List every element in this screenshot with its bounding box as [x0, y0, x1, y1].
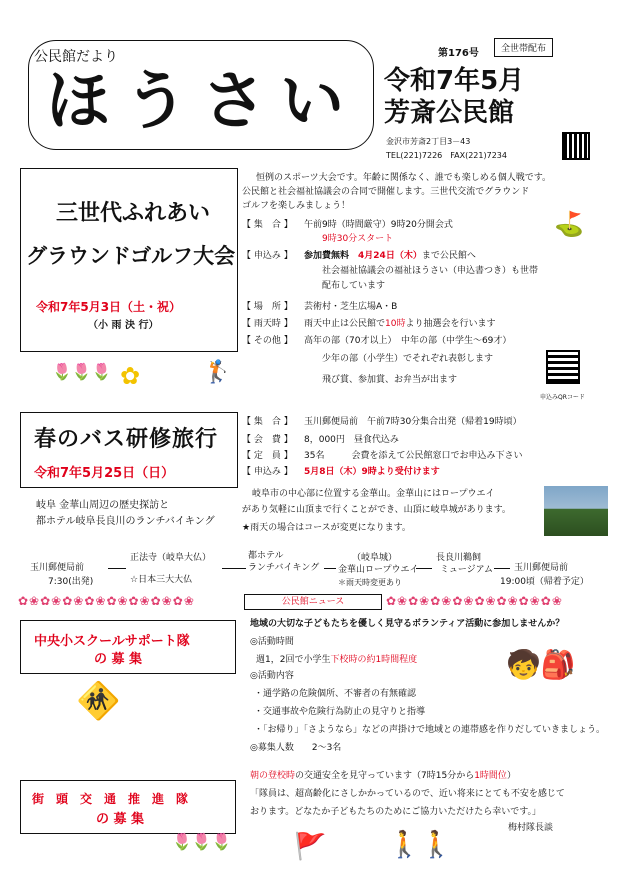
school-time-row: 週1，2回で小学生下校時の約1時間程度	[256, 655, 418, 665]
golf-players-illustration: 🏌	[204, 360, 232, 385]
hall-name: 芳斎公民館	[384, 98, 515, 128]
school-time-heading: ◎活動時間	[250, 637, 294, 647]
route-stop6-time: 19:00頃（帰着予定）	[500, 577, 589, 587]
hall-address: 金沢市芳斎2丁目3－43	[386, 137, 471, 146]
route-connector	[494, 568, 510, 569]
school-content2: ・交通事故や危険行為防止の見守りと指導	[254, 707, 426, 717]
street-title-line2: の 募 集	[96, 812, 145, 827]
golf-apply-line3: 配布しています	[322, 281, 386, 291]
bus-desc2: 都ホテル岐阜長良川のランチバイキング	[36, 516, 215, 527]
golf-title-line1: 三世代ふれあい	[56, 201, 211, 226]
bus-info3: ★雨天の場合はコースが変更になります。	[242, 523, 411, 533]
route-stop5: 長良川鵜飼	[436, 553, 482, 563]
school-children-illustration: 🧒🎒	[506, 648, 576, 681]
golf-dandelion-illustration: ✿	[120, 362, 141, 390]
golf-title-line2: グラウンドゴルフ大会	[26, 244, 236, 268]
route-stop2: 正法寺（岐阜大仏）	[130, 553, 212, 563]
bus-fee-row: 【 会 費 】 8，000円 昼食代込み	[242, 435, 399, 445]
golf-date: 令和7年5月3日（土・祝）	[36, 300, 182, 314]
route-stop3-note: ランチバイキング	[248, 563, 320, 573]
bus-gather-row: 【 集 合 】 玉川郵便局前 午前7時30分集合出発（帰着19時頃）	[242, 417, 522, 427]
street-tulips-illustration: 🌷🌷🌷	[172, 832, 232, 851]
golf-intro2: 公民館と社会福祉協議会の合同で開催します。三世代交流でグラウンド	[242, 187, 530, 197]
school-people: ◎募集人数 2～3名	[250, 743, 342, 753]
route-stop4-note: 金華山ロープウエイ	[338, 565, 419, 575]
crossing-guard-illustration: 🚩	[294, 832, 327, 862]
golf-intro1: 恒例のスポーツ大会です。年齢に関係なく、誰でも楽しめる個人戦です。	[256, 173, 552, 183]
street-quote1: 「隊員は、超高齢化にさしかかっているので、近い将来にとても不安を感じて	[250, 789, 565, 799]
school-content1: ・通学路の危険個所、不審者の有無確認	[254, 689, 417, 699]
hall-phone: TEL(221)7226 FAX(221)7234	[386, 151, 507, 160]
school-crossing-illustration: 🚸	[76, 681, 121, 722]
apply-qr-code-icon	[548, 352, 578, 382]
bus-apply-row: 【 申込み 】 5月8日（木）9時より受付けます	[242, 467, 440, 477]
news-label: 公民館ニュース	[244, 594, 382, 610]
walking-children-illustration: 🚶🚶	[388, 830, 453, 860]
street-title-line1: 街 頭 交 通 推 進 隊	[32, 792, 189, 806]
route-stop3: 都ホテル	[248, 551, 284, 561]
route-connector	[324, 568, 336, 569]
issue-date: 令和7年5月	[384, 66, 525, 96]
route-connector	[222, 568, 246, 569]
route-stop4: （岐阜城）	[352, 553, 398, 563]
golf-rain-note: （小 雨 決 行）	[88, 320, 159, 331]
issue-number: 第176号	[438, 48, 479, 59]
golf-gather-row: 【 集 合 】 午前9時（時間厳守）9時20分開会式	[242, 220, 453, 230]
golf-apply-line2: 社会福祉協議会の福祉ほうさい（申込書つき）も世帯	[322, 266, 539, 276]
flower-border-left: ✿❀✿❀✿❀✿❀✿❀✿❀✿❀✿❀	[18, 594, 195, 608]
school-title-line2: の 募 集	[94, 652, 143, 667]
street-quote2: おります。どなたか子どもたちのためにご協力いただけたら幸いです。」	[250, 807, 542, 817]
golf-rain-row: 【 雨天時 】 雨天中止は公民館で10時より抽選会を行います	[242, 319, 496, 329]
street-signature: 梅村隊長談	[508, 823, 554, 833]
golf-intro3: ゴルフを楽しみましょう！	[242, 201, 351, 211]
bus-desc1: 岐阜 金華山周辺の歴史探訪と	[36, 500, 170, 511]
route-stop2-note: ☆日本三大大仏	[130, 575, 193, 585]
bus-info1: 岐阜市の中心部に位置する金華山。金華山にはロープウエイ	[252, 489, 495, 499]
route-stop6: 玉川郵便局前	[514, 563, 569, 573]
school-content-heading: ◎活動内容	[250, 671, 294, 681]
street-lead: 朝の登校時の交通安全を見守っています（7時15分から1時間位）	[250, 771, 516, 781]
route-stop1: 玉川郵便局前	[30, 563, 85, 573]
masthead-subtitle: 公民館だより	[34, 49, 118, 65]
golf-place-row: 【 場 所 】 芸術村・芝生広場A・B	[242, 302, 398, 312]
golf-apply-row: 【 申込み 】 参加費無料 4月24日（木）まで公民館へ	[242, 251, 476, 261]
school-content3: ・「お帰り」「さようなら」などの声掛けで地域との連帯感を作りだしていきましょう。	[254, 725, 606, 735]
route-stop1-time: 7:30(出発)	[48, 577, 94, 587]
golf-flowers-illustration: 🌷🌷🌷	[52, 362, 112, 381]
school-lead: 地域の大切な子どもたちを優しく見守るボランティア活動に参加しませんか？	[250, 619, 565, 629]
school-title-line1: 中央小スクールサポート隊	[34, 634, 190, 649]
apply-qr-caption: 申込みQRコード	[540, 394, 585, 401]
gifu-castle-photo	[544, 486, 608, 536]
masthead-title: ほうさい	[46, 65, 358, 139]
bus-date: 令和7年5月25日（日）	[34, 466, 175, 481]
golf-other-line2: 少年の部（小学生）でそれぞれ表彰します	[322, 354, 494, 364]
bus-title: 春のバス研修旅行	[34, 427, 219, 452]
route-connector	[108, 568, 126, 569]
route-stop5-note: ミュージアム	[440, 565, 494, 575]
golf-gather-start: 9時30分スタート	[322, 234, 394, 244]
route-connector	[416, 568, 432, 569]
distribution-badge: 全世帯配布	[494, 38, 553, 57]
route-stop4-rain: ＊雨天時変更あり	[338, 578, 402, 587]
header-qr-code-icon	[564, 134, 588, 158]
bus-info2: があり気軽に山頂まで行くことができ、山頂に岐阜城があります。	[242, 505, 511, 515]
golf-other-line3: 飛び賞、参加賞、お弁当が出ます	[322, 375, 458, 385]
golf-other-row: 【 その他 】 高年の部（70才以上） 中年の部（中学生～69才）	[242, 336, 512, 346]
flower-border-right: ✿❀✿❀✿❀✿❀✿❀✿❀✿❀✿❀	[386, 594, 563, 608]
golf-club-illustration: ⛳	[554, 210, 584, 238]
bus-capacity-row: 【 定 員 】 35名 会費を添えて公民館窓口でお申込み下さい	[242, 451, 523, 461]
